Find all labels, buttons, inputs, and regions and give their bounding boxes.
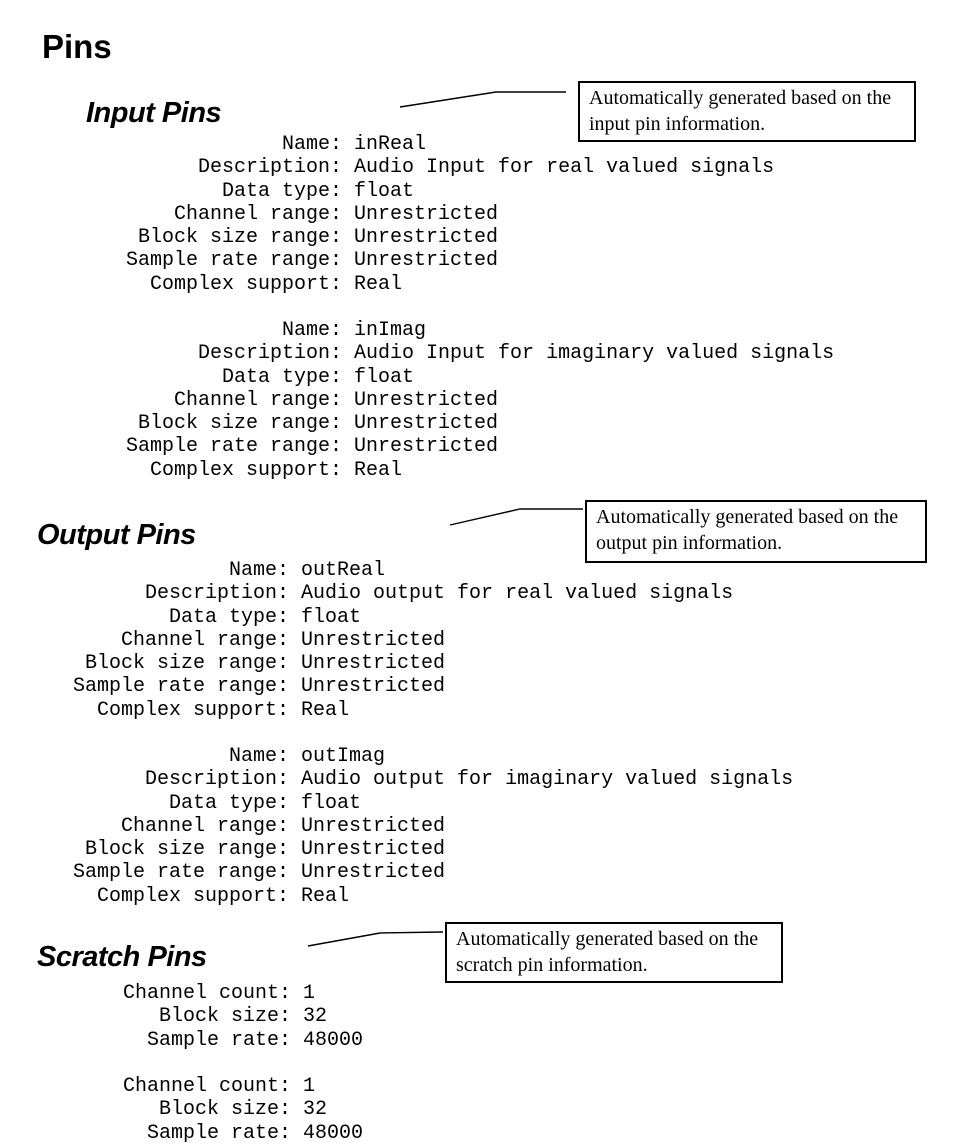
pin-field-row bbox=[126, 226, 774, 249]
pin-field-row bbox=[126, 459, 834, 482]
pin-field-row bbox=[73, 652, 733, 675]
pin-field-row bbox=[73, 629, 733, 652]
pin-field-row bbox=[126, 203, 774, 226]
pin-field-row bbox=[73, 559, 733, 582]
field-label: Description: bbox=[198, 156, 343, 180]
pin-field-row bbox=[126, 319, 834, 342]
field-label: Channel range: bbox=[174, 388, 343, 412]
pin-field-row bbox=[73, 745, 793, 768]
field-value: float bbox=[301, 791, 362, 815]
field-value: 32 bbox=[303, 1098, 328, 1122]
field-label: Sample rate range: bbox=[73, 861, 290, 885]
pin-field-row bbox=[73, 838, 793, 861]
field-value: Unrestricted bbox=[301, 838, 446, 862]
section-heading-input-pins: Input Pins bbox=[86, 97, 222, 130]
field-value: Real bbox=[354, 458, 403, 482]
field-label: Data type: bbox=[222, 179, 343, 203]
callout-scratch-pins: Automatically generated based on the scratch pin information. bbox=[445, 922, 783, 983]
field-value: Unrestricted bbox=[354, 202, 499, 226]
leader-line-output bbox=[450, 509, 583, 525]
input-pin-record-inimag bbox=[126, 319, 834, 482]
pin-field-row bbox=[73, 885, 793, 908]
field-label: Channel count: bbox=[123, 982, 292, 1005]
field-value: Unrestricted bbox=[354, 412, 499, 436]
output-pin-record-outimag bbox=[73, 745, 793, 908]
field-label: Data type: bbox=[169, 605, 290, 629]
field-value: Unrestricted bbox=[354, 226, 499, 250]
section-heading-output-pins: Output Pins bbox=[37, 519, 196, 552]
output-pin-record-outreal bbox=[73, 559, 733, 722]
pin-field-row bbox=[123, 982, 363, 1005]
field-label: Complex support: bbox=[150, 458, 343, 482]
field-value: Unrestricted bbox=[301, 814, 446, 838]
field-label: Channel range: bbox=[121, 628, 290, 652]
field-value: Unrestricted bbox=[354, 249, 499, 273]
callout-output-pins: Automatically generated based on the output pin information. bbox=[585, 500, 927, 563]
page-title: Pins bbox=[42, 28, 112, 66]
pin-field-row bbox=[123, 1098, 363, 1121]
field-value: Audio Input for imaginary valued signals bbox=[354, 342, 835, 366]
field-label: Block size range: bbox=[137, 226, 343, 250]
pin-field-row bbox=[126, 366, 834, 389]
field-value: Real bbox=[301, 698, 350, 722]
field-label: Complex support: bbox=[150, 272, 343, 296]
pin-field-row bbox=[123, 1029, 363, 1052]
field-label: Name: bbox=[282, 319, 343, 342]
field-value: inReal bbox=[354, 133, 427, 156]
leader-line-input bbox=[400, 92, 566, 107]
field-label: Data type: bbox=[222, 365, 343, 389]
field-label: Data type: bbox=[169, 791, 290, 815]
field-label: Complex support: bbox=[97, 698, 290, 722]
field-label: Description: bbox=[145, 582, 290, 606]
field-value: Audio Input for real valued signals bbox=[354, 156, 775, 180]
pin-field-row bbox=[73, 861, 793, 884]
field-value: Unrestricted bbox=[301, 675, 446, 699]
pin-field-row bbox=[123, 1075, 363, 1098]
field-label: Channel range: bbox=[121, 814, 290, 838]
field-label: Name: bbox=[282, 133, 343, 156]
field-label: Block size range: bbox=[137, 412, 343, 436]
scratch-pin-record-1 bbox=[123, 982, 363, 1052]
field-value: float bbox=[301, 605, 362, 629]
pin-field-row bbox=[126, 342, 834, 365]
scratch-pin-record-2 bbox=[123, 1075, 363, 1145]
field-label: Complex support: bbox=[97, 884, 290, 908]
leader-line-scratch bbox=[308, 932, 443, 946]
field-label: Block size: bbox=[158, 1098, 292, 1122]
pin-field-row bbox=[73, 768, 793, 791]
field-value: 1 bbox=[303, 1075, 316, 1098]
field-label: Name: bbox=[229, 559, 290, 582]
pin-field-row bbox=[126, 249, 774, 272]
field-label: Block size range: bbox=[84, 838, 290, 862]
field-label: Channel range: bbox=[174, 202, 343, 226]
field-value: Unrestricted bbox=[301, 652, 446, 676]
field-value: 48000 bbox=[303, 1028, 364, 1052]
field-label: Name: bbox=[229, 745, 290, 768]
field-value: outReal bbox=[301, 559, 386, 582]
pin-field-row bbox=[73, 606, 733, 629]
field-value: Real bbox=[301, 884, 350, 908]
pin-field-row bbox=[126, 156, 774, 179]
pin-field-row bbox=[73, 699, 733, 722]
pin-field-row bbox=[123, 1122, 363, 1145]
callout-input-pins: Automatically generated based on the input pin information. bbox=[578, 81, 916, 142]
field-value: 32 bbox=[303, 1005, 328, 1029]
field-value: Unrestricted bbox=[354, 388, 499, 412]
pin-field-row bbox=[126, 412, 834, 435]
pin-field-row bbox=[73, 815, 793, 838]
pin-field-row bbox=[126, 273, 774, 296]
field-label: Sample rate range: bbox=[73, 675, 290, 699]
field-label: Block size: bbox=[158, 1005, 292, 1029]
field-value: Unrestricted bbox=[301, 861, 446, 885]
field-value: Audio output for real valued signals bbox=[301, 582, 734, 606]
field-value: 48000 bbox=[303, 1121, 364, 1145]
pin-field-row bbox=[73, 675, 733, 698]
field-value: Real bbox=[354, 272, 403, 296]
field-label: Channel count: bbox=[123, 1075, 292, 1098]
pin-field-row bbox=[126, 133, 774, 156]
pin-field-row bbox=[73, 582, 733, 605]
field-value: outImag bbox=[301, 745, 386, 768]
input-pin-record-inreal bbox=[126, 133, 774, 296]
pin-field-row bbox=[123, 1005, 363, 1028]
field-label: Sample rate range: bbox=[126, 249, 343, 273]
pin-field-row bbox=[73, 792, 793, 815]
field-label: Block size range: bbox=[84, 652, 290, 676]
field-value: float bbox=[354, 179, 415, 203]
field-value: Unrestricted bbox=[354, 435, 499, 459]
field-value: Unrestricted bbox=[301, 628, 446, 652]
field-label: Description: bbox=[145, 768, 290, 792]
field-label: Sample rate range: bbox=[126, 435, 343, 459]
pin-field-row bbox=[126, 389, 834, 412]
field-label: Description: bbox=[198, 342, 343, 366]
field-label: Sample rate: bbox=[146, 1028, 292, 1052]
field-label: Sample rate: bbox=[146, 1121, 292, 1145]
field-value: 1 bbox=[303, 982, 316, 1005]
field-value: float bbox=[354, 365, 415, 389]
field-value: inImag bbox=[354, 319, 427, 342]
pin-field-row bbox=[126, 435, 834, 458]
field-value: Audio output for imaginary valued signals bbox=[301, 768, 794, 792]
section-heading-scratch-pins: Scratch Pins bbox=[37, 941, 207, 974]
pin-field-row bbox=[126, 180, 774, 203]
